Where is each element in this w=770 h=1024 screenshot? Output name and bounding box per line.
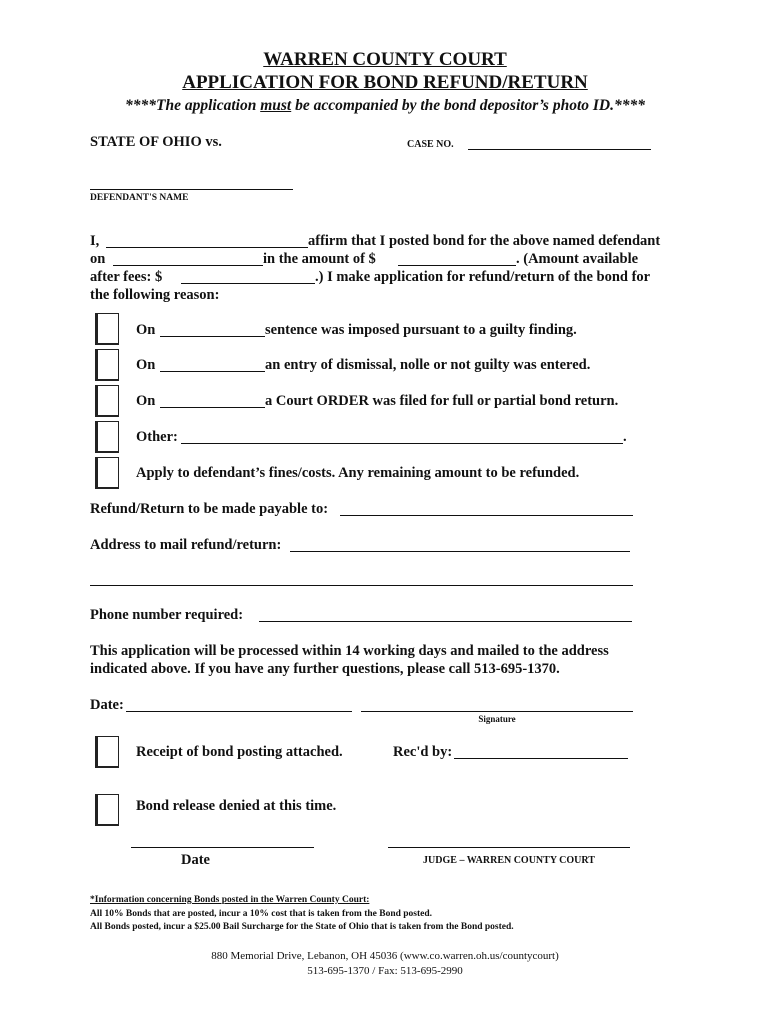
applicant-date-field[interactable] [126,711,352,712]
reason-guilty-prefix: On [136,322,156,338]
bond-info-title: *Information concerning Bonds posted in the Warren County Court: [90,895,370,905]
reason-checkbox-other[interactable] [95,421,119,453]
reason-checkbox-order[interactable] [95,385,119,417]
payable-to-label: Refund/Return to be made payable to: [90,501,329,517]
affiant-name-field[interactable] [106,247,308,248]
reason-guilty-text: sentence was imposed pursuant to a guilty finding. [265,322,577,338]
court-name: WARREN COUNTY COURT [263,49,507,70]
bond-info-line-2: All Bonds posted, incur a $25.00 Bail Surcharge for the State of Ohio that is taken from the Bond posted. [90,922,514,932]
affirm-line-2-mid: in the amount of $ [263,251,376,267]
id-notice [0,97,770,115]
reason-guilty-date-field[interactable] [160,336,265,337]
reason-checkbox-dismissal[interactable] [95,349,119,381]
reason-other-end: . [623,429,627,445]
affirm-line-2-start: on [90,251,106,267]
reason-dismissal-date-field[interactable] [160,371,265,372]
reason-fines-text: Apply to defendant’s fines/costs. Any remaining amount to be refunded. [136,465,580,481]
affirm-line-3-start: after fees: $ [90,269,163,285]
court-address: 880 Memorial Drive, Lebanon, OH 45036 (www.co.warren.oh.us/countycourt) [211,950,559,962]
mail-address-label: Address to mail refund/return: [90,537,282,553]
mail-address-field-line-2[interactable] [90,585,633,586]
defendant-name-label: DEFENDANT'S NAME [90,193,189,203]
receipt-attached-label: Receipt of bond posting attached. [136,744,343,760]
judge-signature-field[interactable] [388,847,630,848]
receipt-attached-checkbox[interactable] [95,736,119,768]
case-no-field[interactable] [468,149,651,150]
applicant-date-label: Date: [90,697,124,713]
affirm-line-4: the following reason: [90,287,220,303]
form-title: APPLICATION FOR BOND REFUND/RETURN [182,72,588,93]
signature-label: Signature [478,714,516,724]
phone-label: Phone number required: [90,607,244,623]
reason-other-prefix: Other: [136,429,178,445]
received-by-field[interactable] [454,758,628,759]
reason-order-prefix: On [136,393,156,409]
reason-checkbox-guilty[interactable] [95,313,119,345]
id-notice-must: must [260,97,292,114]
defendant-name-field[interactable] [90,189,293,190]
mail-address-field[interactable] [290,551,630,552]
bond-release-denied-label: Bond release denied at this time. [136,798,337,814]
reason-order-date-field[interactable] [160,407,265,408]
id-notice-prefix: ****The application [125,97,261,114]
id-notice-suffix: be accompanied by the bond depositor’s photo ID.**** [291,97,645,114]
payable-to-field[interactable] [340,515,633,516]
reason-dismissal-text: an entry of dismissal, nolle or not guilty was entered. [265,357,591,373]
office-date-label: Date [181,852,210,868]
affirm-line-3-end: .) I make application for refund/return of the bond for [315,269,651,285]
processing-notice-line-2: indicated above. If you have any further questions, please call 513-695-1370. [90,661,560,677]
state-of-ohio-label: STATE OF OHIO vs. [90,134,222,150]
phone-field[interactable] [259,621,632,622]
reason-checkbox-fines[interactable] [95,457,119,489]
processing-notice-line-1: This application will be processed within 14 working days and mailed to the address [90,643,609,659]
signature-field[interactable] [361,711,633,712]
reason-other-field[interactable] [181,443,623,444]
court-phone-fax: 513-695-1370 / Fax: 513-695-2990 [307,965,463,977]
case-no-label: CASE NO. [407,139,454,150]
bond-amount-field[interactable] [398,265,516,266]
affirm-line-1-start: I, [90,233,100,249]
reason-order-text: a Court ORDER was filed for full or partial bond return. [265,393,619,409]
affirm-line-2-end: . (Amount available [516,251,639,267]
received-by-label: Rec'd by: [393,744,453,760]
judge-label: JUDGE – WARREN COUNTY COURT [423,855,595,866]
bond-release-denied-checkbox[interactable] [95,794,119,826]
posted-date-field[interactable] [113,265,263,266]
available-amount-field[interactable] [181,283,315,284]
office-date-field[interactable] [131,847,314,848]
reason-dismissal-prefix: On [136,357,156,373]
bond-info-line-1: All 10% Bonds that are posted, incur a 10% cost that is taken from the Bond posted. [90,909,433,919]
affirm-line-1-end: affirm that I posted bond for the above named defendant [308,233,661,249]
